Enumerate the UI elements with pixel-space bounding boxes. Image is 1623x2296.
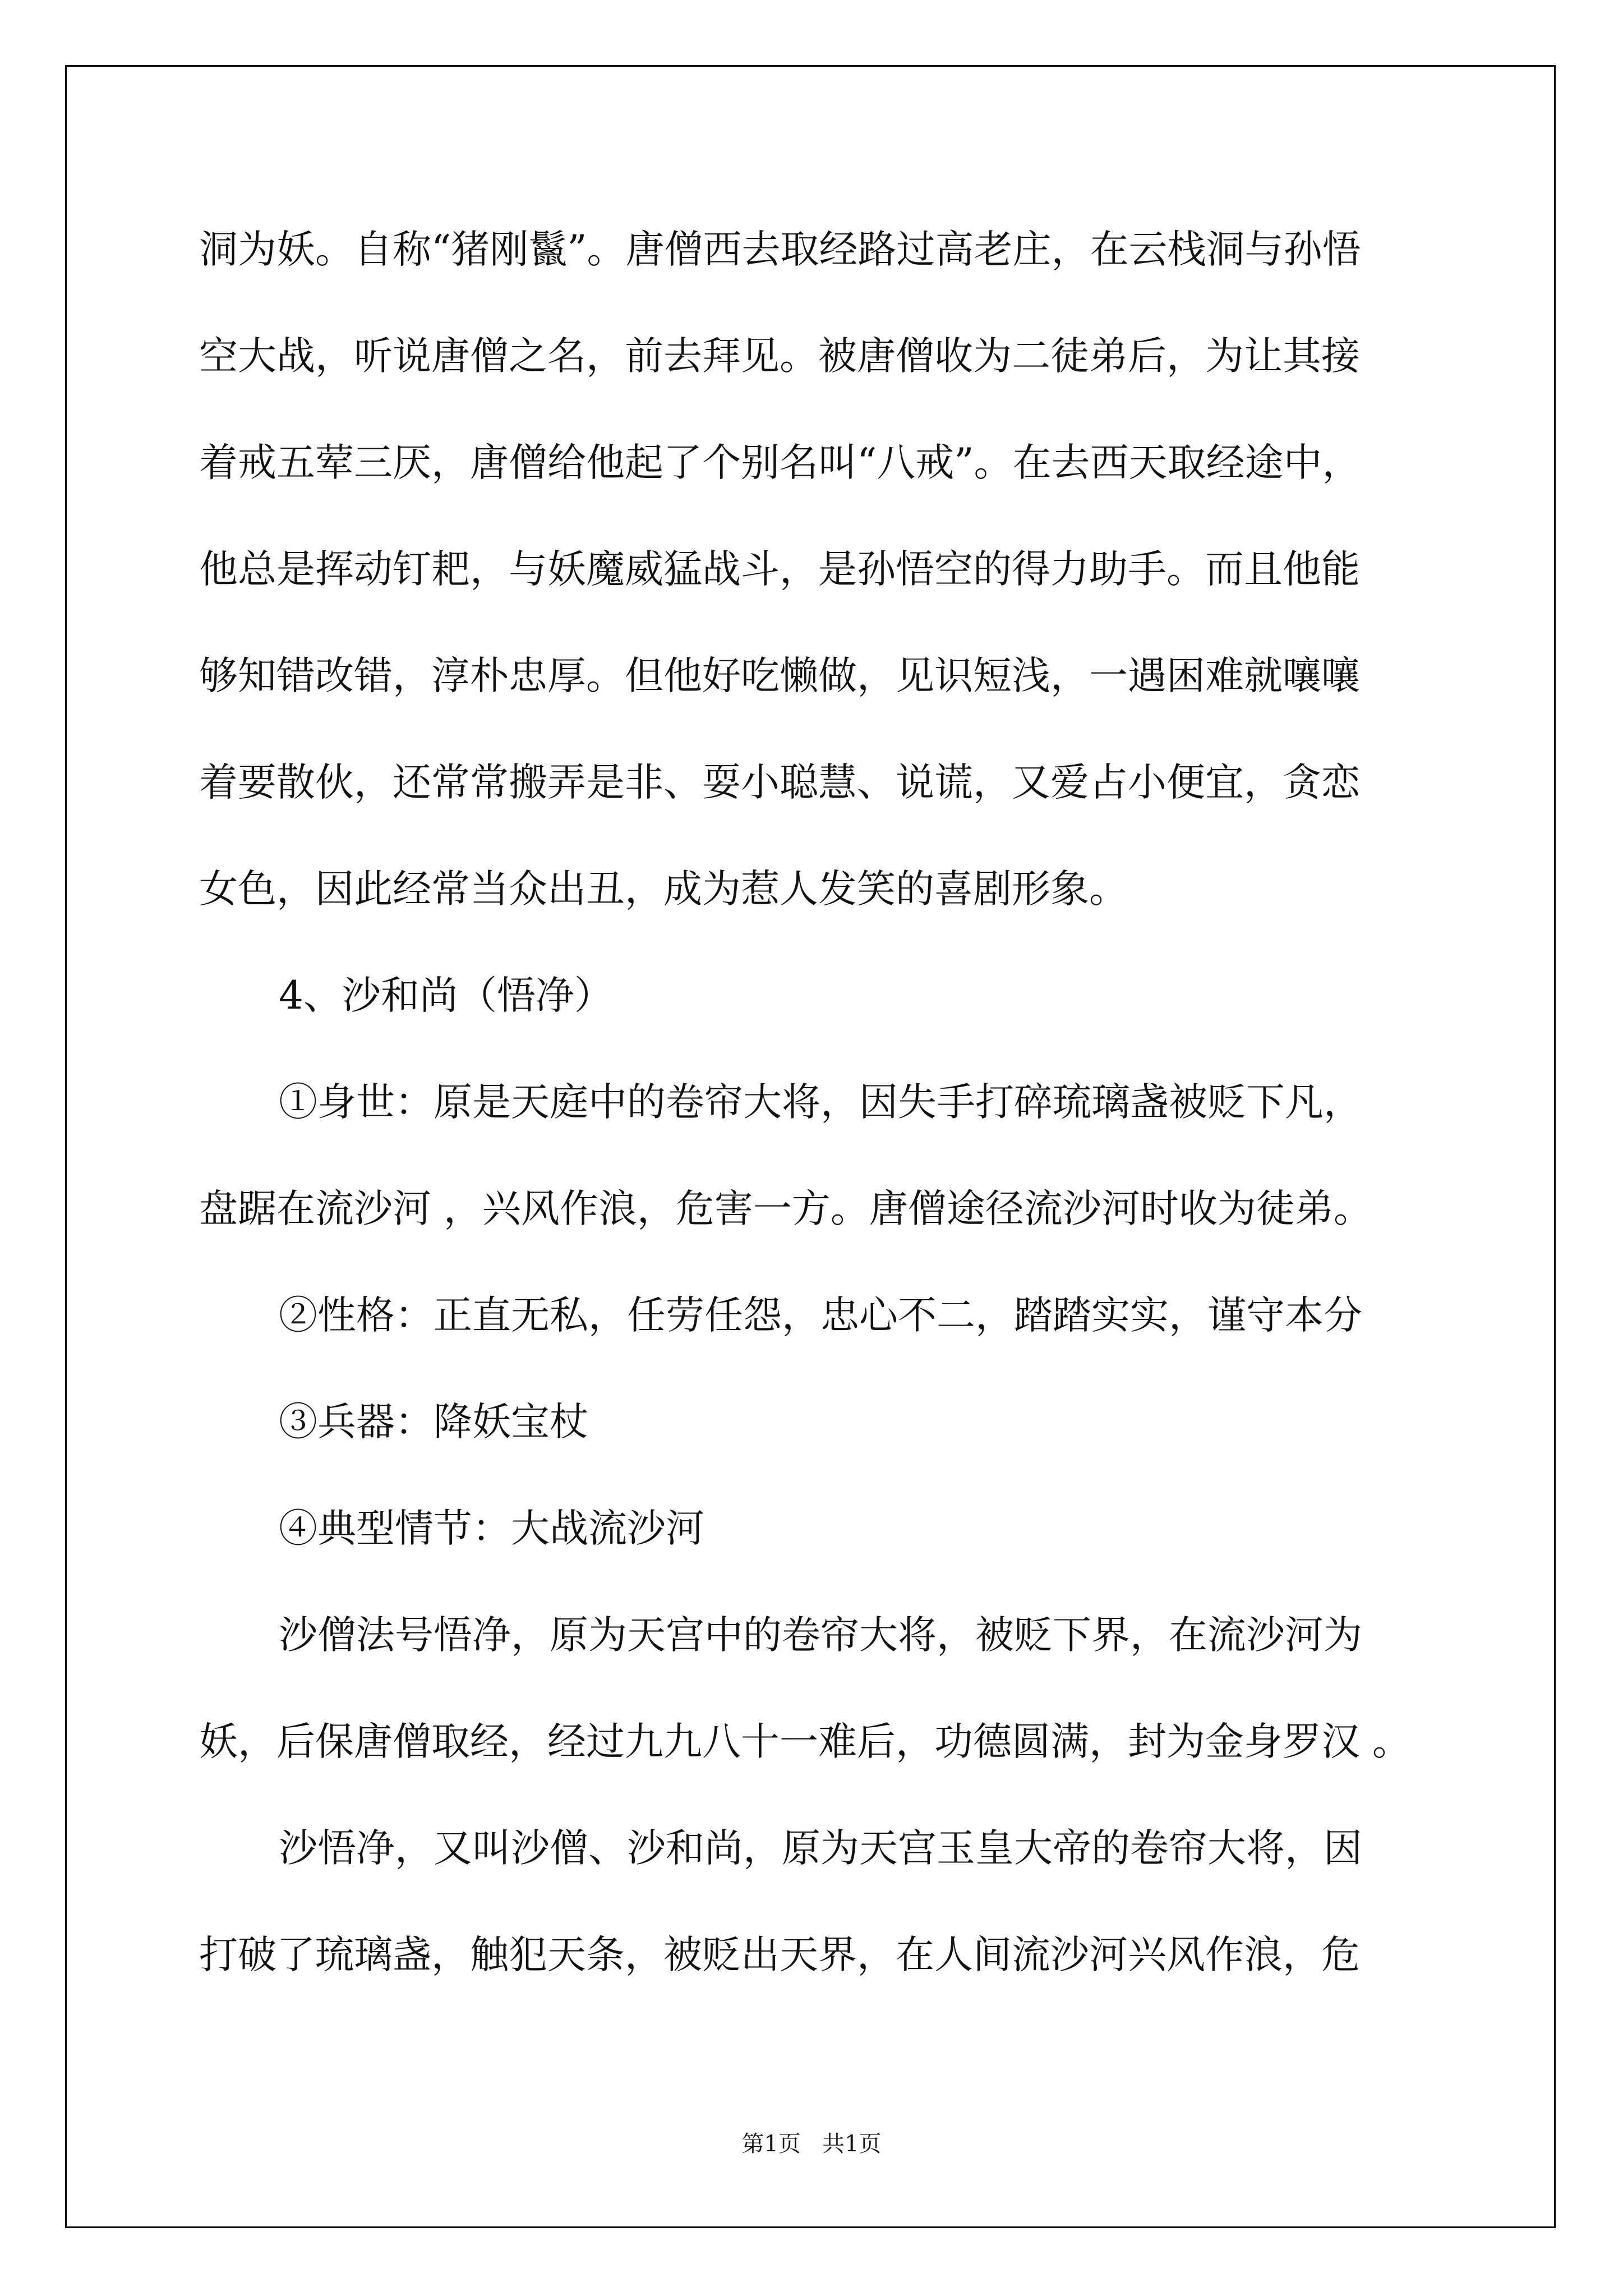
paragraph-line: 打破了琉璃盏，触犯天条，被贬出天界，在人间流沙河兴风作浪，危 — [199, 1932, 1360, 1977]
paragraph-line: 沙悟净，又叫沙僧、沙和尚，原为天宫玉皇大帝的卷帘大将，因 — [279, 1826, 1362, 1871]
paragraph-line: 妖，后保唐僧取经，经过九九八十一难后，功德圆满，封为金身罗汉 。 — [199, 1719, 1411, 1764]
personality-line: ②性格：正直无私，任劳任怨，忠心不二，踏踏实实，谨守本分 — [279, 1293, 1362, 1338]
background-line: ①身世：原是天庭中的卷帘大将，因失手打碎琉璃盏被贬下凡， — [279, 1080, 1362, 1125]
weapon-line: ③兵器：降妖宝杖 — [279, 1400, 588, 1444]
paragraph-line: 够知错改错，淳朴忠厚。但他好吃懒做，见识短浅，一遇困难就嚷嚷 — [199, 654, 1360, 698]
paragraph-line: 女色，因此经常当众出丑，成为惹人发笑的喜剧形象。 — [199, 867, 1128, 912]
background-line: 盘踞在流沙河 ，兴风作浪，危害一方。唐僧途径流沙河时收为徒弟。 — [199, 1186, 1372, 1231]
plot-line: ④典型情节：大战流沙河 — [279, 1506, 704, 1551]
paragraph-line: 沙僧法号悟净，原为天宫中的卷帘大将，被贬下界，在流沙河为 — [279, 1613, 1362, 1658]
paragraph-line: 着要散伙，还常常搬弄是非、耍小聪慧、说谎，又爱占小便宜，贪恋 — [199, 760, 1360, 805]
page-border — [65, 65, 1556, 2228]
page-footer: 第1页 共1页 — [741, 2131, 882, 2157]
paragraph-line: 洞为妖。自称“猪刚鬣”。唐僧西去取经路过高老庄，在云栈洞与孙悟 — [199, 227, 1361, 272]
paragraph-line: 他总是挥动钉耙，与妖魔威猛战斗，是孙悟空的得力助手。而且他能 — [199, 547, 1360, 592]
paragraph-line: 着戒五荤三厌，唐僧给他起了个别名叫“八戒”。在去西天取经途中， — [199, 440, 1361, 485]
section-heading: 4、沙和尚（悟净） — [279, 973, 613, 1018]
paragraph-line: 空大战，听说唐僧之名，前去拜见。被唐僧收为二徒弟后，为让其接 — [199, 334, 1360, 379]
